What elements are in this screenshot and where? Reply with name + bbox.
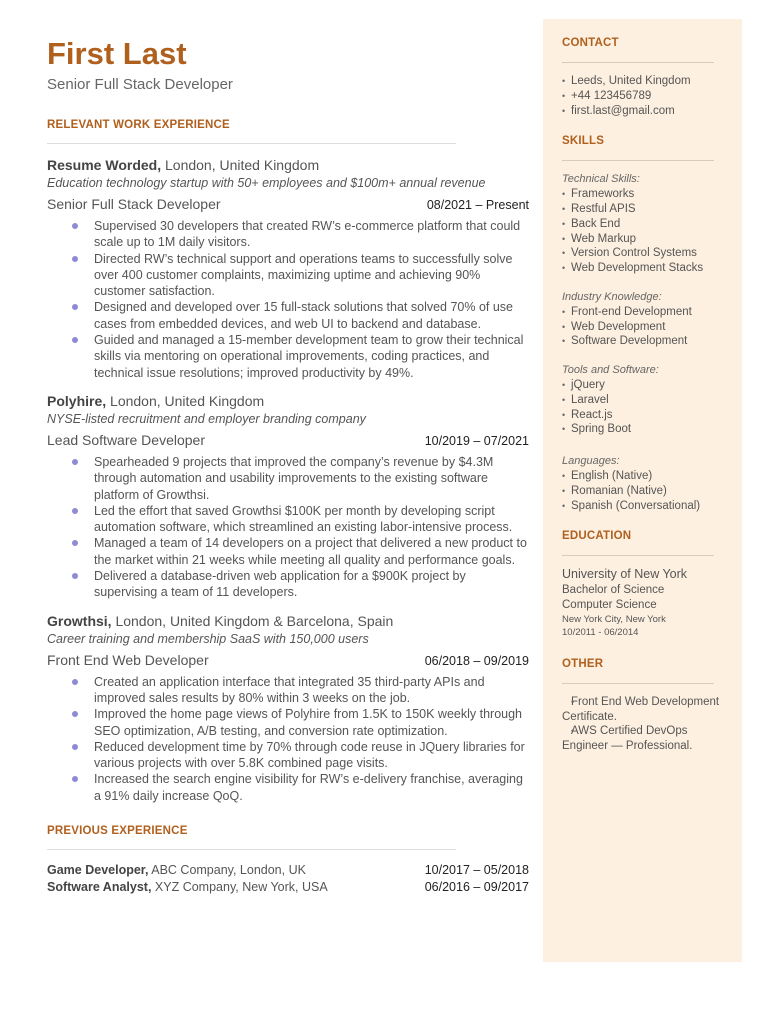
list-item: Led the effort that saved Growthsi $100K per month by developing script automation software, which streamlined an existing labor-intensive process. bbox=[94, 503, 529, 536]
skills-group-label: Industry Knowledge: bbox=[562, 290, 662, 303]
education-dates: 10/2011 - 06/2014 bbox=[562, 627, 639, 639]
skills-list bbox=[562, 469, 732, 513]
education-entry bbox=[562, 567, 732, 640]
list-item: • Web Markup bbox=[562, 232, 732, 247]
other-list bbox=[562, 695, 732, 754]
previous-role bbox=[47, 879, 328, 896]
list-item: Managed a team of 14 developers on a project that delivered a new product to the market within 21 weeks while meeting all quality and performance goals. bbox=[94, 535, 529, 568]
company-name: Growthsi, bbox=[47, 612, 112, 629]
section-title-skills: SKILLS bbox=[562, 135, 605, 148]
list-item: Guided and managed a 15-member development team to grow their technical skills via mentoring on operational improvements, coding practices, and technical issue resolutions; improved productivity by 49%. bbox=[94, 332, 529, 381]
list-item: • AWS Certified DevOps Engineer — Professional. bbox=[562, 724, 732, 754]
list-item: Supervised 30 developers that created RW’s e-commerce platform that could scale up to 1M daily visitors. bbox=[94, 218, 529, 251]
previous-org: XYZ Company, New York, USA bbox=[151, 880, 328, 895]
contact-location: • Leeds, United Kingdom bbox=[562, 74, 732, 89]
contact-email: • first.last@gmail.com bbox=[562, 104, 732, 119]
candidate-name: First Last bbox=[47, 36, 187, 71]
education-location: New York City, New York bbox=[562, 613, 666, 625]
company-description: Career training and membership SaaS with 150,000 users bbox=[47, 631, 369, 646]
previous-role-title: Game Developer, bbox=[47, 863, 149, 878]
job-dates: 06/2018 – 09/2019 bbox=[424, 653, 529, 668]
job-role: Lead Software Developer bbox=[47, 431, 205, 448]
job-entry bbox=[47, 392, 529, 601]
section-divider bbox=[47, 849, 456, 850]
list-item: • English (Native) bbox=[562, 469, 732, 484]
skills-group bbox=[562, 454, 732, 513]
list-item: • jQuery bbox=[562, 378, 732, 393]
previous-dates: 06/2016 – 09/2017 bbox=[424, 880, 529, 895]
section-divider bbox=[562, 555, 714, 556]
job-entry bbox=[47, 156, 529, 381]
company-description: NYSE-listed recruitment and employer branding company bbox=[47, 411, 366, 426]
company-name: Resume Worded, bbox=[47, 157, 162, 173]
list-item: Increased the search engine visibility for RW’s e-delivery franchise, averaging a 91% daily increase QoQ. bbox=[94, 771, 529, 804]
job-bullets bbox=[47, 218, 529, 381]
sidebar bbox=[543, 19, 742, 962]
list-item: • Spring Boot bbox=[562, 422, 732, 437]
contact-phone: • +44 123456789 bbox=[562, 89, 732, 104]
list-item: Created an application interface that integrated 35 third-party APIs and improved sales results by 80% within 3 weeks on the job. bbox=[94, 674, 529, 707]
section-title-contact: CONTACT bbox=[562, 37, 619, 49]
skills-group-label: Technical Skills: bbox=[562, 173, 640, 186]
list-item bbox=[47, 862, 529, 879]
previous-experience-list bbox=[47, 862, 529, 896]
list-item: • Web Development Stacks bbox=[562, 261, 732, 276]
list-item: Reduced development time by 70% through code reuse in JQuery libraries for various projects with over 5.8K combined page visits. bbox=[94, 739, 529, 772]
list-item bbox=[47, 879, 529, 896]
list-item: • Restful APIS bbox=[562, 202, 732, 217]
previous-dates: 10/2017 – 05/2018 bbox=[424, 863, 529, 878]
skills-list bbox=[562, 305, 732, 349]
section-title-relevant-experience: RELEVANT WORK EXPERIENCE bbox=[47, 119, 230, 131]
main-column bbox=[47, 36, 529, 896]
list-item: • Software Development bbox=[562, 334, 732, 349]
previous-role bbox=[47, 862, 306, 879]
job-bullets bbox=[47, 454, 529, 601]
job-role: Senior Full Stack Developer bbox=[47, 196, 221, 212]
job-role-row bbox=[47, 196, 529, 212]
job-company bbox=[47, 392, 529, 410]
company-name: Polyhire, bbox=[47, 392, 107, 409]
company-location: London, United Kingdom & Barcelona, Spain bbox=[111, 612, 394, 629]
job-company bbox=[47, 612, 529, 630]
job-entry bbox=[47, 612, 529, 804]
skills-list bbox=[562, 187, 732, 276]
skills-group bbox=[562, 363, 732, 437]
education-major: Computer Science bbox=[562, 598, 657, 611]
company-description: Education technology startup with 50+ employees and $100m+ annual revenue bbox=[47, 176, 486, 190]
list-item: • Version Control Systems bbox=[562, 246, 732, 261]
list-item: • Romanian (Native) bbox=[562, 484, 732, 499]
job-dates: 10/2019 – 07/2021 bbox=[424, 433, 529, 448]
list-item: Improved the home page views of Polyhire from 1.5K to 150K weekly through SEO optimization, A/B testing, and conversion rate optimization. bbox=[94, 706, 529, 739]
list-item: • Spanish (Conversational) bbox=[562, 499, 732, 514]
skills-group-label: Tools and Software: bbox=[562, 364, 659, 377]
list-item: Delivered a database-driven web application for a $900K project by supervising a team of 11 developers. bbox=[94, 568, 529, 601]
section-divider bbox=[562, 62, 714, 63]
skills-group bbox=[562, 290, 732, 349]
section-divider bbox=[47, 143, 456, 144]
list-item: • React.js bbox=[562, 408, 732, 423]
list-item: Directed RW’s technical support and operations teams to successfully solve over 400 customer complaints, maximizing uptime and achieving 90% customer satisfaction. bbox=[94, 251, 529, 300]
section-title-education: EDUCATION bbox=[562, 530, 632, 543]
section-divider bbox=[562, 160, 714, 161]
company-location: London, United Kingdom bbox=[106, 392, 265, 409]
education-school: University of New York bbox=[562, 567, 688, 582]
section-title-previous-experience: PREVIOUS EXPERIENCE bbox=[47, 825, 188, 838]
list-item: • Frameworks bbox=[562, 187, 732, 202]
skills-group-label: Languages: bbox=[562, 455, 620, 468]
skills-list bbox=[562, 378, 732, 437]
section-divider bbox=[562, 683, 714, 684]
previous-role-title: Software Analyst, bbox=[47, 880, 152, 895]
list-item: • Front End Web Development Certificate. bbox=[562, 695, 732, 725]
candidate-title: Senior Full Stack Developer bbox=[47, 76, 233, 93]
job-role-row bbox=[47, 432, 529, 448]
list-item: • Back End bbox=[562, 217, 732, 232]
job-role-row bbox=[47, 652, 529, 668]
section-title-other: OTHER bbox=[562, 657, 604, 670]
job-company bbox=[47, 156, 529, 174]
job-dates: 08/2021 – Present bbox=[426, 198, 529, 212]
skills-group bbox=[562, 172, 732, 276]
list-item: Spearheaded 9 projects that improved the company’s revenue by $4.3M through automation and usability improvements to the existing software platform of Growthsi. bbox=[94, 454, 529, 503]
job-role: Front End Web Developer bbox=[47, 651, 209, 668]
previous-org: ABC Company, London, UK bbox=[148, 863, 306, 878]
sidebar-content bbox=[562, 19, 732, 754]
list-item: Designed and developed over 15 full-stack solutions that solved 70% of use cases from embedded devices, and web UI to backend and database. bbox=[94, 299, 529, 332]
list-item: • Web Development bbox=[562, 320, 732, 335]
company-location: London, United Kingdom bbox=[161, 157, 320, 173]
job-bullets bbox=[47, 674, 529, 804]
contact-list bbox=[562, 74, 732, 118]
list-item: • Laravel bbox=[562, 393, 732, 408]
education-degree: Bachelor of Science bbox=[562, 583, 665, 596]
list-item: • Front-end Development bbox=[562, 305, 732, 320]
